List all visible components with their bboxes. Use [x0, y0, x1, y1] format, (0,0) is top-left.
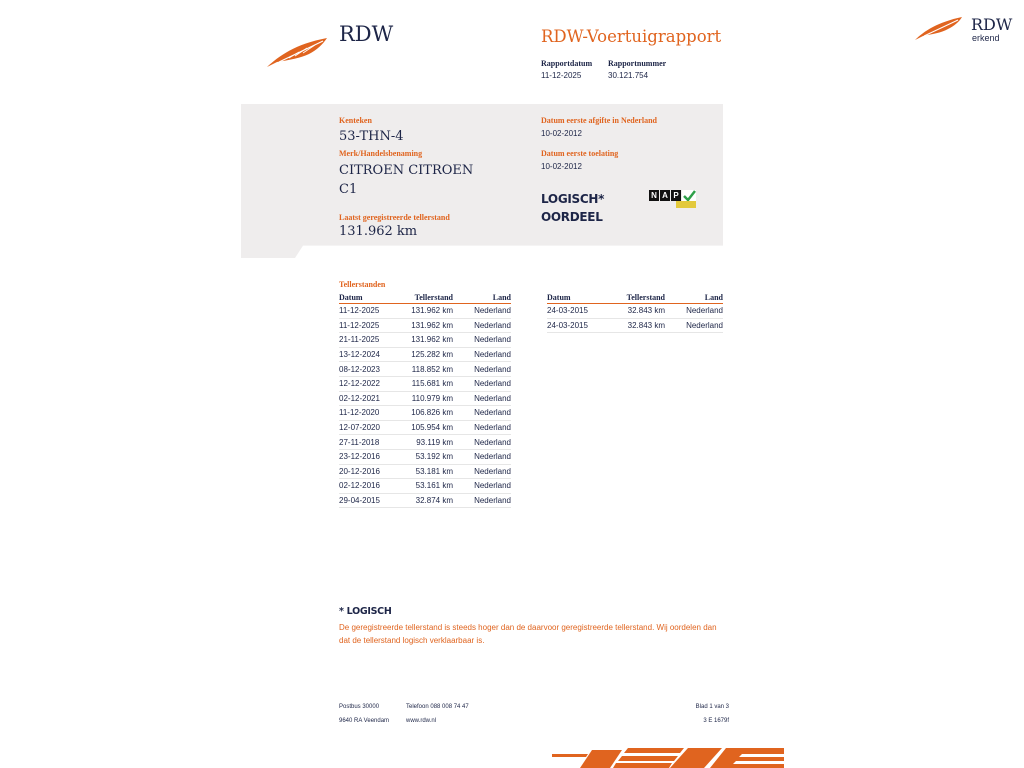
- col-country: Land: [665, 292, 723, 304]
- row-country: Nederland: [453, 464, 511, 479]
- row-odometer: 32.843 km: [609, 304, 665, 319]
- decorative-stripes: [552, 746, 784, 768]
- row-date: 12-07-2020: [339, 420, 401, 435]
- row-country: Nederland: [453, 391, 511, 406]
- plate-label: Kenteken: [339, 116, 372, 125]
- table-row: [339, 333, 511, 348]
- table-row: [339, 391, 511, 406]
- footer-address2: 9640 RA Veendam: [339, 718, 390, 724]
- row-country: Nederland: [453, 420, 511, 435]
- row-odometer: 131.962 km: [401, 304, 453, 319]
- row-date: 08-12-2023: [339, 362, 401, 377]
- table-row: [339, 479, 511, 494]
- row-country: Nederland: [453, 406, 511, 421]
- nap-bar: [676, 201, 696, 208]
- row-odometer: 110.979 km: [401, 391, 453, 406]
- row-date: 21-11-2025: [339, 333, 401, 348]
- rdw-feather-logo: [265, 34, 331, 70]
- odometer-table-left: [339, 292, 511, 508]
- row-odometer: 125.282 km: [401, 347, 453, 362]
- make-label: Merk/Handelsbenaming: [339, 149, 423, 158]
- row-date: 20-12-2016: [339, 464, 401, 479]
- verdict-line2: OORDEEL: [541, 210, 603, 224]
- check-icon: [682, 190, 696, 201]
- nap-letter-a: A: [660, 190, 670, 201]
- table-row: [339, 318, 511, 333]
- rdw-erkend-feather-logo: [914, 14, 964, 42]
- footer-code: 3 E 1679f: [703, 718, 729, 724]
- table-row: [339, 304, 511, 319]
- footer-phone: Telefoon 088 008 74 47: [406, 704, 469, 710]
- table-row: [547, 304, 723, 319]
- row-odometer: 131.962 km: [401, 318, 453, 333]
- row-odometer: 32.843 km: [609, 318, 665, 333]
- row-country: Nederland: [453, 376, 511, 391]
- row-odometer: 131.962 km: [401, 333, 453, 348]
- row-date: 02-12-2021: [339, 391, 401, 406]
- table-row: [339, 376, 511, 391]
- footer-address1: Postbus 30000: [339, 704, 380, 710]
- row-date: 02-12-2016: [339, 479, 401, 494]
- footer-web-link[interactable]: www.rdw.nl: [406, 718, 437, 724]
- row-date: 23-12-2016: [339, 449, 401, 464]
- first-admission-value: 10-02-2012: [541, 162, 582, 171]
- table-row: [339, 493, 511, 508]
- row-date: 11-12-2025: [339, 304, 401, 319]
- footnote-line1: De geregistreerde tellerstand is steeds hoger dan de daarvoor geregistreerde tellerstand. Wij oordelen dan: [339, 623, 717, 632]
- row-country: Nederland: [453, 493, 511, 508]
- make-value-line1: CITROEN CITROEN: [339, 163, 474, 178]
- odometer-section-title: Tellerstanden: [339, 280, 386, 289]
- row-country: Nederland: [453, 333, 511, 348]
- row-date: 24-03-2015: [547, 318, 609, 333]
- nap-letter-n: N: [649, 190, 659, 201]
- report-number: 30.121.754: [608, 71, 649, 80]
- table-row: [547, 318, 723, 333]
- row-date: 11-12-2025: [339, 318, 401, 333]
- row-country: Nederland: [453, 318, 511, 333]
- row-odometer: 115.681 km: [401, 376, 453, 391]
- plate-value: 53-THN-4: [339, 129, 404, 144]
- col-date: Datum: [339, 292, 401, 304]
- table-row: [339, 420, 511, 435]
- row-date: 27-11-2018: [339, 435, 401, 450]
- table-row: [339, 464, 511, 479]
- row-country: Nederland: [453, 304, 511, 319]
- table-row: [339, 347, 511, 362]
- row-date: 29-04-2015: [339, 493, 401, 508]
- row-country: Nederland: [453, 347, 511, 362]
- first-admission-label: Datum eerste toelating: [541, 149, 619, 158]
- row-odometer: 106.826 km: [401, 406, 453, 421]
- odometer-table-right: [547, 292, 723, 333]
- footnote-title: * LOGISCH: [339, 606, 392, 617]
- col-date: Datum: [547, 292, 609, 304]
- report-date: 11-12-2025: [541, 71, 582, 80]
- nap-letter-p: P: [671, 190, 681, 201]
- brand-name: RDW: [339, 22, 394, 46]
- row-odometer: 53.181 km: [401, 464, 453, 479]
- row-odometer: 53.192 km: [401, 449, 453, 464]
- row-odometer: 32.874 km: [401, 493, 453, 508]
- first-nl-label: Datum eerste afgifte in Nederland: [541, 116, 657, 125]
- row-date: 11-12-2020: [339, 406, 401, 421]
- table-row: [339, 362, 511, 377]
- row-country: Nederland: [665, 304, 723, 319]
- row-odometer: 93.119 km: [401, 435, 453, 450]
- table-row: [339, 435, 511, 450]
- row-odometer: 105.954 km: [401, 420, 453, 435]
- report-title: RDW-Voertuigrapport: [541, 27, 722, 46]
- row-country: Nederland: [453, 435, 511, 450]
- odo-label: Laatst geregistreerde tellerstand: [339, 213, 450, 222]
- row-country: Nederland: [453, 479, 511, 494]
- report-date-label: Rapportdatum: [541, 59, 593, 68]
- odo-value: 131.962 km: [339, 224, 418, 239]
- report-number-label: Rapportnummer: [608, 59, 667, 68]
- col-country: Land: [453, 292, 511, 304]
- footnote-line2: dat de tellerstand logisch verklaarbaar is.: [339, 636, 485, 645]
- row-country: Nederland: [453, 449, 511, 464]
- row-date: 13-12-2024: [339, 347, 401, 362]
- first-nl-value: 10-02-2012: [541, 129, 582, 138]
- footer-page: Blad 1 van 3: [695, 704, 729, 710]
- row-date: 24-03-2015: [547, 304, 609, 319]
- table-row: [339, 406, 511, 421]
- verdict-line1: LOGISCH*: [541, 192, 605, 206]
- row-odometer: 53.161 km: [401, 479, 453, 494]
- row-date: 12-12-2022: [339, 376, 401, 391]
- vehicle-info-panel: [241, 104, 723, 258]
- badge-brand: RDW: [971, 15, 1013, 34]
- row-odometer: 118.852 km: [401, 362, 453, 377]
- row-country: Nederland: [453, 362, 511, 377]
- col-odometer: Tellerstand: [401, 292, 453, 304]
- col-odometer: Tellerstand: [609, 292, 665, 304]
- table-row: [339, 449, 511, 464]
- badge-subtitle: erkend: [972, 33, 1000, 43]
- make-value-line2: C1: [339, 182, 358, 197]
- row-country: Nederland: [665, 318, 723, 333]
